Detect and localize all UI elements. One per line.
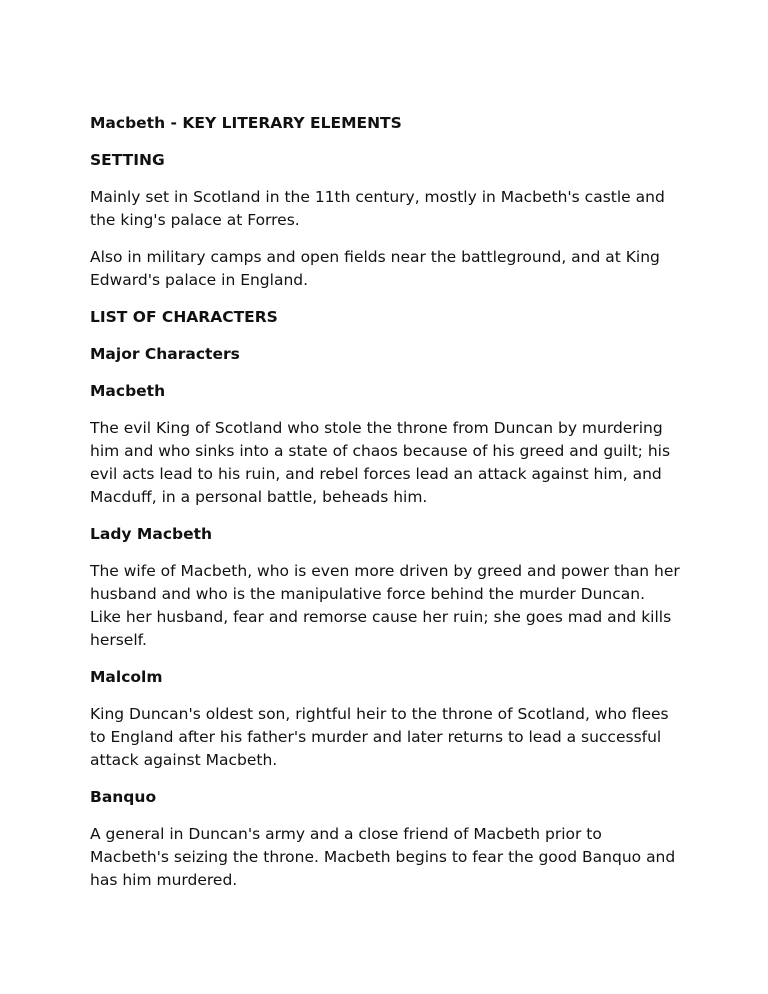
major-characters-heading: Major Characters [90,345,240,363]
character-name-malcolm: Malcolm [90,668,163,686]
character-description-banquo: A general in Duncan's army and a close friend of Macbeth prior to Macbeth's seizing the throne. Macbeth begins to fear the good Banquo and has him murdered. [90,825,676,889]
character-name-banquo: Banquo [90,788,157,806]
characters-heading: LIST OF CHARACTERS [90,308,278,326]
character-name-macbeth: Macbeth [90,382,166,400]
character-name-lady-macbeth: Lady Macbeth [90,525,213,543]
document-title: Macbeth - KEY LITERARY ELEMENTS [90,114,402,132]
setting-paragraph-1: Mainly set in Scotland in the 11th century, mostly in Macbeth's castle and the king's palace at Forres. [90,188,665,229]
character-description-macbeth: The evil King of Scotland who stole the throne from Duncan by murdering him and who sinks into a state of chaos because of his greed and guilt; his evil acts lead to his ruin, and rebel forces lead an attack against him, and Macduff, in a personal battle, beheads him. [90,419,671,506]
character-description-lady-macbeth: The wife of Macbeth, who is even more driven by greed and power than her husband and who is the manipulative force behind the murder Duncan. Like her husband, fear and remorse cause her ruin; she goes mad and kills herself. [90,562,680,649]
character-description-malcolm: King Duncan's oldest son, rightful heir to the throne of Scotland, who flees to England after his father's murder and later returns to lead a successful attack against Macbeth. [90,705,669,769]
setting-paragraph-2: Also in military camps and open fields near the battleground, and at King Edward's palace in England. [90,248,660,289]
setting-heading: SETTING [90,151,165,169]
document-body [90,112,680,906]
